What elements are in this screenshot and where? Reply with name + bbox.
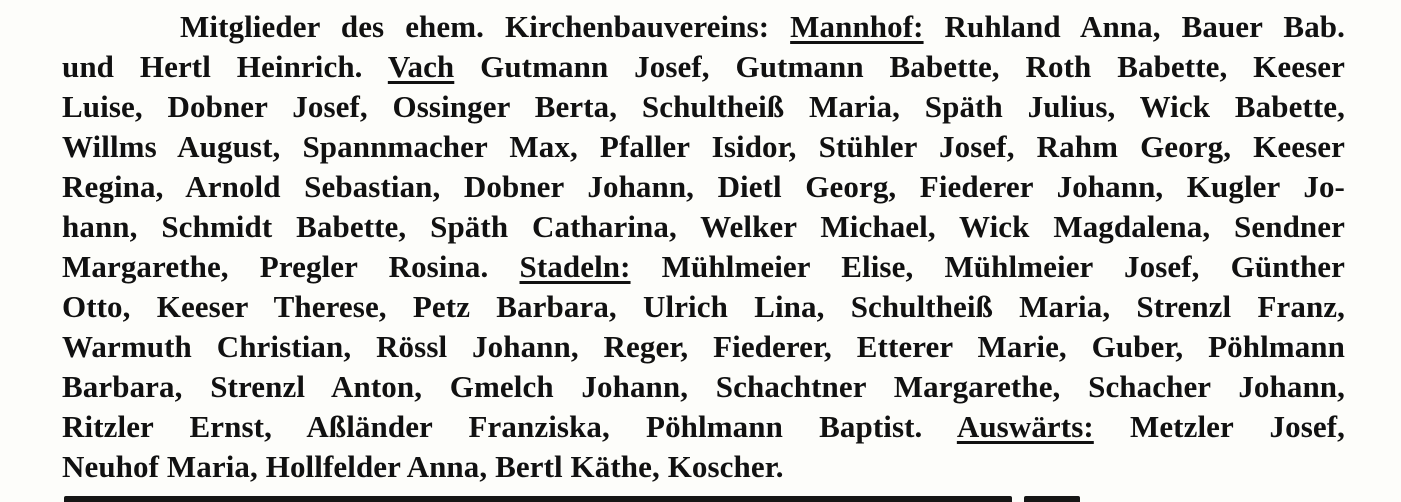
- text-segment: Margarethe, Pregler Rosina.: [62, 249, 520, 284]
- text-line: [62, 167, 1345, 207]
- text-line: [62, 127, 1345, 167]
- text-line: [62, 207, 1345, 247]
- text-segment: Warmuth Christian, Rössl Johann, Reger, Fiederer, Etterer Marie, Guber, Pöhlmann: [62, 329, 1345, 364]
- text-segment: Luise, Dobner Josef, Ossinger Berta, Schultheiß Maria, Späth Julius, Wick Babette,: [62, 89, 1345, 124]
- text-line: [62, 327, 1345, 367]
- text-segment: Willms August, Spannmacher Max, Pfaller Isidor, Stühler Josef, Rahm Georg, Keeser: [62, 129, 1345, 164]
- text-line: [62, 447, 1345, 487]
- underlined-place-heading: Mannhof:: [790, 9, 924, 44]
- text-line: [62, 407, 1345, 447]
- underlined-place-heading: Vach: [387, 49, 455, 84]
- cut-off-text-scan-artifact-tail: [1024, 496, 1080, 502]
- text-line: [62, 47, 1345, 87]
- text-segment: Mitglieder des ehem. Kirchenbauvereins:: [180, 9, 791, 44]
- text-segment: Ritzler Ernst, Aßländer Franziska, Pöhlmann Baptist.: [62, 409, 957, 444]
- text-segment: Ruhland Anna, Bauer Bab.: [923, 9, 1345, 44]
- text-segment: Metzler Josef,: [1093, 409, 1345, 444]
- text-line: [62, 87, 1345, 127]
- text-line: [62, 287, 1345, 327]
- text-segment: und Hertl Heinrich.: [62, 49, 388, 84]
- text-line: [62, 367, 1345, 407]
- text-segment: Otto, Keeser Therese, Petz Barbara, Ulrich Lina, Schultheiß Maria, Strenzl Franz,: [62, 289, 1345, 324]
- text-line: [62, 247, 1345, 287]
- text-segment: Gutmann Josef, Gutmann Babette, Roth Babette, Keeser: [454, 49, 1345, 84]
- text-segment: Mühlmeier Elise, Mühlmeier Josef, Günther: [630, 249, 1346, 284]
- underlined-place-heading: Stadeln:: [519, 249, 631, 284]
- text-segment: Barbara, Strenzl Anton, Gmelch Johann, Schachtner Margarethe, Schacher Johann,: [62, 369, 1345, 404]
- text-segment: Regina, Arnold Sebastian, Dobner Johann, Dietl Georg, Fiederer Johann, Kugler Jo-: [62, 169, 1345, 204]
- cut-off-text-scan-artifact: [64, 496, 1012, 502]
- text-segment: Neuhof Maria, Hollfelder Anna, Bertl Käthe, Koscher.: [62, 449, 784, 484]
- text-segment: hann, Schmidt Babette, Späth Catharina, Welker Michael, Wick Magdalena, Sendner: [62, 209, 1345, 244]
- underlined-place-heading: Auswärts:: [956, 409, 1094, 444]
- member-list-paragraph: [62, 7, 1345, 487]
- text-line: [62, 7, 1345, 47]
